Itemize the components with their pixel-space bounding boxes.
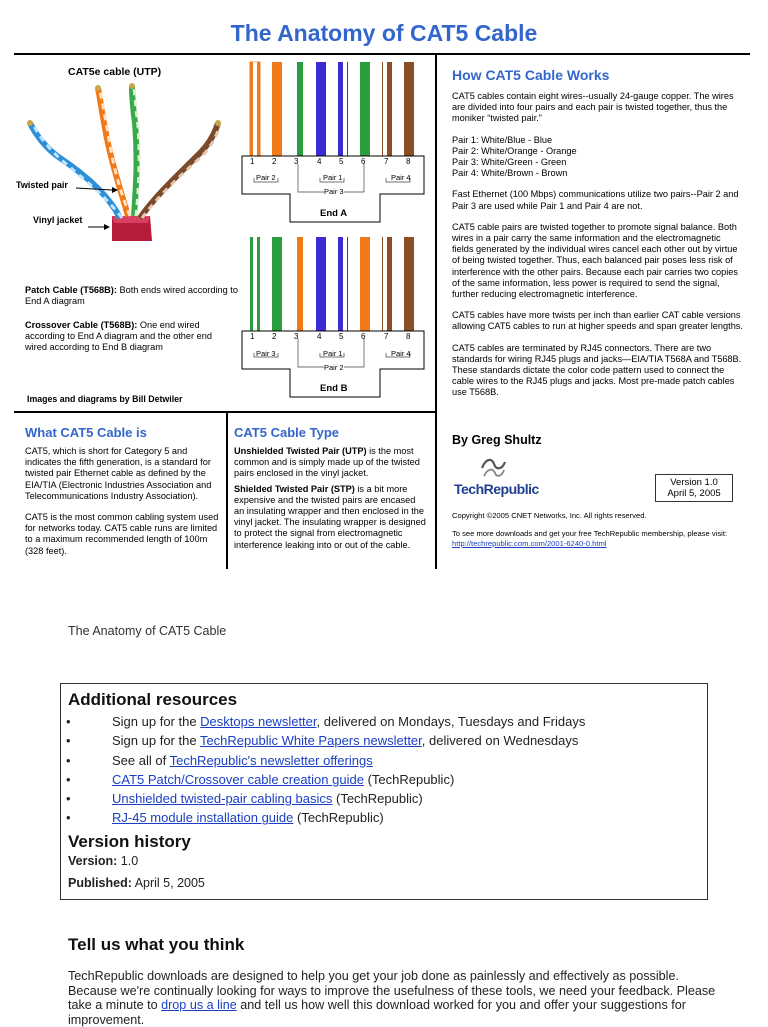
resource-post: (TechRepublic) xyxy=(363,771,455,787)
resource-link[interactable]: TechRepublic's newsletter offerings xyxy=(169,752,373,768)
pin: 8 xyxy=(406,157,411,166)
crossover-cable-note xyxy=(25,320,231,354)
version-line: Version 1.0 xyxy=(670,477,718,488)
stp-paragraph xyxy=(234,484,428,551)
what-paragraph-2: CAT5 is the most common cabling system used for networks today. CAT5 cable runs are limited to a maximum recommended length of 100m (328 feet). xyxy=(25,512,219,556)
resource-link[interactable]: Unshielded twisted-pair cabling basics xyxy=(112,791,333,807)
how-paragraph-2: Fast Ethernet (100 Mbps) communications utilize two pairs--Pair 2 and Pair 3 are used while Pair 1 and Pair 4 are not. xyxy=(452,189,739,211)
pin: 4 xyxy=(317,157,322,166)
resource-pre: See all of xyxy=(112,752,170,768)
patch-cable-text: Both ends wired according to End A diagram xyxy=(25,285,238,307)
patch-cable-note xyxy=(25,285,245,307)
crossover-cable-label: Crossover Cable (T568B): xyxy=(25,320,138,330)
resource-post: , delivered on Mondays, Tuesdays and Fridays xyxy=(316,714,586,729)
pair-label: Pair 4 xyxy=(391,173,411,182)
pin: 6 xyxy=(361,157,366,166)
bullet-icon: • xyxy=(66,752,71,768)
author: By Greg Shultz xyxy=(452,433,542,447)
pin: 1 xyxy=(250,157,255,166)
what-body xyxy=(25,446,221,567)
stp-label: Shielded Twisted Pair (STP) xyxy=(234,483,355,494)
pair-line: Pair 4: White/Brown - Brown xyxy=(452,168,568,179)
what-heading: What CAT5 Cable is xyxy=(25,425,147,440)
how-paragraph-4: CAT5 cables have more twists per inch than earlier CAT cable versions allowing CAT5 cables to run at higher speeds and span greater lengths. xyxy=(452,310,743,332)
bullet-icon: • xyxy=(66,733,71,749)
type-body xyxy=(234,446,428,561)
list-item xyxy=(68,789,688,808)
wiring-diagram-end-a xyxy=(240,60,430,228)
pair-label: Pair 1 xyxy=(323,349,343,358)
bullet-icon: • xyxy=(66,714,71,729)
how-paragraph-3: CAT5 cable pairs are twisted together to promote signal balance. Both wires in a pair carry the same information and the electromagnetic fields generated by the individual wires cancel each other out by virtue of being twisted together. Thus, each balanced pair poses less risk of interference with the other pairs. Because each pair carries two copies of the same information, less power is required to send the signal, further reducing electromagnetic interference. xyxy=(452,221,738,300)
wires-end-a xyxy=(250,62,414,156)
section-divider xyxy=(226,413,228,569)
list-item xyxy=(68,770,688,789)
logo-swirl-icon xyxy=(478,454,508,482)
pair-line: Pair 2: White/Orange - Orange xyxy=(452,145,577,156)
list-item xyxy=(68,808,688,827)
bullet-icon: • xyxy=(66,791,71,807)
feedback-link[interactable]: drop us a line xyxy=(161,998,237,1013)
resource-link[interactable]: CAT5 Patch/Crossover cable creation guide xyxy=(112,771,364,787)
pin: 8 xyxy=(406,332,411,341)
what-paragraph-1: CAT5, which is short for Category 5 and indicates the fifth generation, is a standard for twisted pair Ethernet cable as defined by the EIA/TIA (Electronic Industries Association and Telecommunications Industry Association). xyxy=(25,446,212,501)
resources-list xyxy=(68,712,688,828)
section-rule xyxy=(14,411,436,413)
pin: 6 xyxy=(361,332,366,341)
feedback-body xyxy=(68,969,718,1027)
pair-label: Pair 3 xyxy=(324,187,344,196)
how-paragraph-5: CAT5 cables are terminated by RJ45 connectors. There are two standards for wiring RJ45 plugs and jacks—EIA/TIA T568A and T568B. These standards dictate the color code pattern used to connect the cable wires to the RJ45 plugs and jacks. Most pre-made patch cables use T568B. xyxy=(452,342,742,398)
utp-paragraph xyxy=(234,446,428,480)
techrepublic-logo xyxy=(452,452,547,500)
version-date: April 5, 2005 xyxy=(667,488,721,499)
pair-label: Pair 4 xyxy=(391,349,411,358)
vinyl-jacket-label: Vinyl jacket xyxy=(33,215,83,225)
pin: 1 xyxy=(250,332,255,341)
wires-end-b xyxy=(250,237,414,331)
feedback-heading: Tell us what you think xyxy=(68,935,245,954)
how-paragraph-1: CAT5 cables contain eight wires--usually 24-gauge copper. The wires are divided into four pairs and each pair is twisted together, thus the moniker “twisted pair.” xyxy=(452,91,734,124)
resource-link[interactable]: RJ-45 module installation guide xyxy=(112,810,294,826)
cable-caption: CAT5e cable (UTP) xyxy=(68,66,162,78)
pair-list xyxy=(452,135,744,180)
crossover-cable-text: One end wired according to End A diagram and the other end wired according to End B diagram xyxy=(25,320,212,353)
pin: 2 xyxy=(272,332,277,341)
pin: 5 xyxy=(339,332,344,341)
type-heading: CAT5 Cable Type xyxy=(234,425,339,440)
how-body xyxy=(452,91,744,409)
pair-label: Pair 2 xyxy=(256,173,276,182)
pair-line: Pair 3: White/Green - Green xyxy=(452,157,567,168)
patch-cable-label: Patch Cable (T568B): xyxy=(25,285,117,295)
resource-pre: Sign up for the xyxy=(112,733,200,749)
resource-post: (TechRepublic) xyxy=(332,791,423,807)
published-row xyxy=(68,876,205,890)
pin: 5 xyxy=(339,157,344,166)
twisted-pair-label: Twisted pair xyxy=(16,180,68,190)
logo-text: TechRepublic xyxy=(454,481,539,497)
pair-label: Pair 3 xyxy=(256,349,276,358)
version-value: 1.0 xyxy=(117,854,139,868)
pair-line: Pair 1: White/Blue - Blue xyxy=(452,134,553,145)
list-item xyxy=(68,751,688,770)
wiring-diagram-end-b xyxy=(240,235,430,403)
pair-label: Pair 1 xyxy=(323,173,343,182)
pin: 7 xyxy=(384,332,389,341)
pin: 3 xyxy=(294,157,299,166)
page-title: The Anatomy of CAT5 Cable xyxy=(230,20,538,46)
resource-link[interactable]: Desktops newsletter xyxy=(200,714,317,729)
feedback-text-pre: TechRepublic downloads are designed to help you get your job done as painlessly and effectively as possible. Because we're continually looking for ways to improve the usefulness of these tools, we need your feedback. Please take a minute to xyxy=(68,969,716,1013)
bullet-icon: • xyxy=(66,810,71,826)
pin: 7 xyxy=(384,157,389,166)
downloads-text: To see more downloads and get your free TechRepublic membership, please visit: xyxy=(452,529,728,538)
image-credit: Images and diagrams by Bill Detwiler xyxy=(27,394,183,404)
list-item xyxy=(68,712,688,731)
feedback-text-post: and tell us how well this download worked for you and offer your suggestions for improvement. xyxy=(68,998,686,1027)
resource-post: , delivered on Wednesdays xyxy=(421,733,579,749)
end-b-label: End B xyxy=(320,383,348,394)
copyright: Copyright ©2005 CNET Networks, Inc. All rights reserved. xyxy=(452,511,647,520)
version-label: Version: xyxy=(68,854,118,868)
resource-link[interactable]: TechRepublic White Papers newsletter xyxy=(199,733,422,749)
column-divider xyxy=(435,55,437,569)
title-rule xyxy=(14,53,750,55)
end-a-label: End A xyxy=(320,208,348,219)
pin: 3 xyxy=(294,332,299,341)
published-label: Published: xyxy=(68,876,132,890)
resources-heading: Additional resources xyxy=(68,690,238,709)
list-item xyxy=(68,731,688,750)
published-value: April 5, 2005 xyxy=(131,876,205,890)
how-heading: How CAT5 Cable Works xyxy=(452,67,610,83)
stp-text: is a bit more expensive and the twisted pairs are encased an insulating wrapper and then enclosed in the vinyl jacket. The insulating wrapper is designed to protect the signal from electromagnetic interference leaking into or out of the cable. xyxy=(234,483,426,550)
pin: 4 xyxy=(317,332,322,341)
utp-label: Unshielded Twisted Pair (UTP) xyxy=(234,446,367,456)
downloads-link[interactable]: http://techrepublic.com.com/2001-6240-0.html xyxy=(452,539,607,548)
resource-post: (TechRepublic) xyxy=(293,810,384,826)
version-history-heading: Version history xyxy=(68,832,191,851)
page2-header: The Anatomy of CAT5 Cable xyxy=(68,624,227,638)
version-box xyxy=(655,474,733,502)
utp-text: is the most common and is simply made up of the twisted pairs enclosed in the vinyl jacket. xyxy=(234,446,420,479)
pin: 2 xyxy=(272,157,277,166)
version-row xyxy=(68,854,138,868)
pair-label: Pair 2 xyxy=(324,363,344,372)
bullet-icon: • xyxy=(66,771,71,787)
resource-pre: Sign up for the xyxy=(112,714,201,729)
